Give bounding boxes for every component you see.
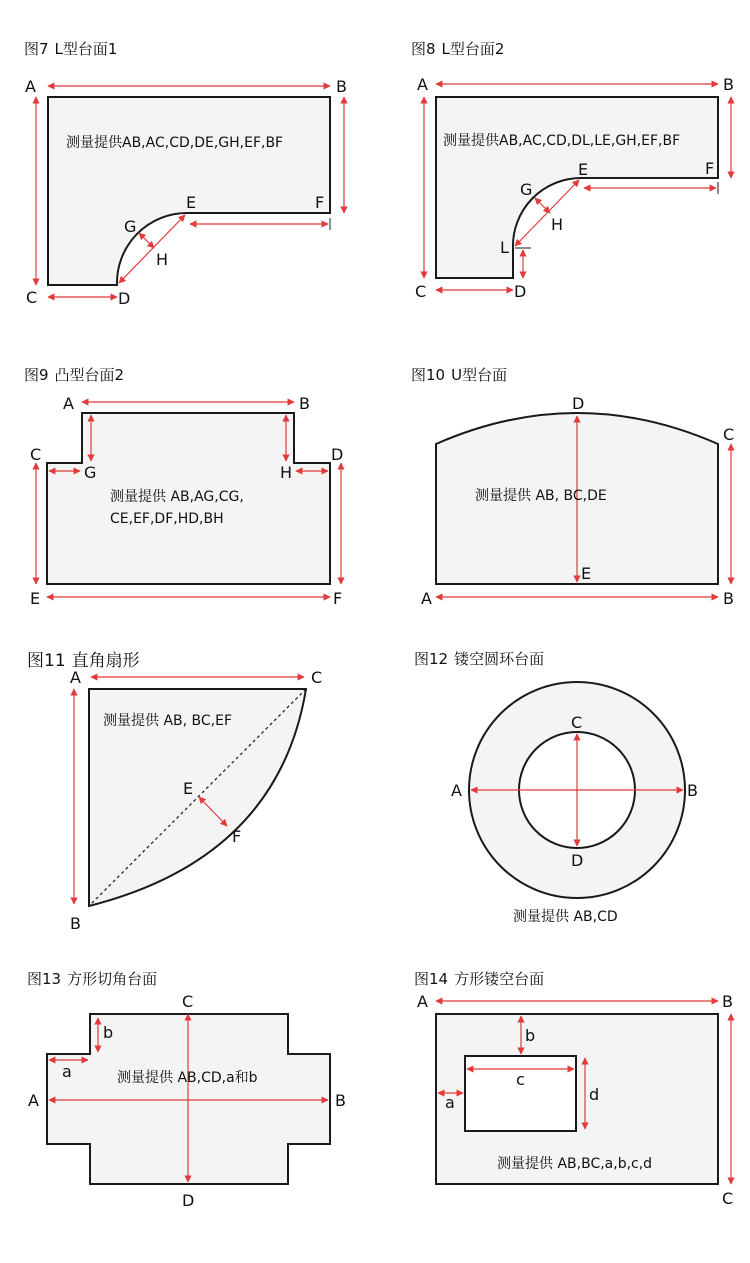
- point-a: A: [28, 1091, 39, 1110]
- point-b: B: [687, 781, 698, 800]
- panel-fig7: [0, 0, 375, 320]
- point-h: H: [551, 215, 564, 234]
- point-d: D: [514, 282, 527, 301]
- panel-fig8: [375, 0, 750, 320]
- fig-number: 图13: [27, 970, 62, 988]
- point-e: E: [578, 160, 589, 179]
- panel-fig11: [0, 620, 375, 940]
- inner-hole: [465, 1056, 576, 1131]
- point-c: C: [311, 668, 323, 687]
- point-c: C: [182, 992, 194, 1011]
- point-a: A: [417, 992, 428, 1011]
- point-g: G: [84, 463, 97, 482]
- point-b: B: [70, 914, 81, 933]
- point-f: F: [705, 159, 715, 178]
- fig-number: 图10: [411, 366, 446, 384]
- point-h: H: [156, 250, 169, 269]
- point-d: D: [118, 289, 131, 308]
- label-c: c: [516, 1070, 525, 1089]
- point-h: H: [280, 463, 293, 482]
- point-b: B: [723, 75, 734, 94]
- fig-name: L型台面1: [54, 40, 118, 58]
- fig-number: 图14: [414, 970, 449, 988]
- measure-note: 测量提供 AB,CD,a和b: [117, 1070, 258, 1086]
- point-c: C: [26, 288, 38, 307]
- point-f: F: [315, 193, 325, 212]
- measure-gh: [535, 198, 550, 213]
- measure-note-line2: CE,EF,DF,HD,BH: [110, 511, 224, 527]
- measure-note: 测量提供 AB,BC,a,b,c,d: [497, 1156, 653, 1172]
- panel-fig10: [375, 320, 750, 620]
- point-a: A: [417, 75, 428, 94]
- point-c: C: [722, 1189, 734, 1208]
- point-c: C: [723, 425, 735, 444]
- measure-note: 测量提供AB,AC,CD,DL,LE,GH,EF,BF: [443, 133, 681, 149]
- panel-fig9: [0, 320, 375, 620]
- panel-fig12: [375, 620, 750, 940]
- fig-number: 图12: [414, 650, 449, 668]
- panel-fig13: [0, 940, 375, 1263]
- point-b: B: [723, 589, 734, 608]
- measure-note: 测量提供 AB, BC,EF: [103, 713, 233, 729]
- diagram-fig13: [0, 940, 375, 1263]
- point-b: B: [722, 992, 733, 1011]
- fig-number: 图9: [24, 366, 49, 384]
- point-d: D: [331, 445, 344, 464]
- point-b: B: [299, 394, 310, 413]
- l-shape-outline: [48, 97, 330, 285]
- fig-name: 镂空圆环台面: [454, 650, 545, 668]
- fig-name: 方形切角台面: [67, 970, 158, 988]
- fig-name: 直角扇形: [71, 651, 140, 671]
- point-c: C: [30, 445, 42, 464]
- point-f: F: [333, 589, 343, 608]
- fig-number: 图11: [27, 651, 66, 671]
- diagram-fig7: [0, 0, 375, 320]
- point-a: A: [421, 589, 432, 608]
- point-e: E: [581, 564, 592, 583]
- measure-note: 测量提供 AB,CD: [513, 909, 618, 925]
- diagram-fig11: [0, 620, 375, 940]
- diagram-fig9: [0, 320, 375, 620]
- measure-note: 测量提供AB,AC,CD,DE,GH,EF,BF: [66, 135, 284, 151]
- point-a: A: [451, 781, 462, 800]
- fig-name: U型台面: [451, 366, 508, 384]
- point-d: D: [572, 394, 585, 413]
- point-a: A: [25, 77, 36, 96]
- point-c: C: [571, 713, 583, 732]
- measure-note: 测量提供 AB, BC,DE: [475, 488, 607, 504]
- measure-note-line1: 测量提供 AB,AG,CG,: [110, 489, 244, 505]
- point-e: E: [183, 779, 194, 798]
- panel-fig14: [375, 940, 750, 1263]
- label-b: b: [525, 1026, 536, 1045]
- point-d: D: [571, 851, 584, 870]
- point-g: G: [124, 217, 137, 236]
- fig-number: 图7: [24, 40, 49, 58]
- diagram-fig14: [375, 940, 750, 1263]
- diagram-fig12: [375, 620, 750, 940]
- fig-name: L型台面2: [441, 40, 505, 58]
- fig-name: 方形镂空台面: [454, 970, 545, 988]
- point-e: E: [30, 589, 41, 608]
- point-d: D: [182, 1191, 195, 1210]
- label-a: a: [445, 1093, 455, 1112]
- diagram-fig10: [375, 320, 750, 620]
- label-a: a: [62, 1062, 72, 1081]
- point-e: E: [186, 193, 197, 212]
- label-b: b: [103, 1023, 114, 1042]
- label-d: d: [589, 1085, 600, 1104]
- point-a: A: [63, 394, 74, 413]
- point-g: G: [520, 180, 533, 199]
- fig-name: 凸型台面2: [54, 366, 125, 384]
- diagram-fig8: [375, 0, 750, 320]
- point-b: B: [336, 77, 347, 96]
- point-l: L: [500, 238, 509, 257]
- fig-number: 图8: [411, 40, 436, 58]
- measure-gh: [139, 233, 154, 248]
- point-a: A: [70, 668, 81, 687]
- point-b: B: [335, 1091, 346, 1110]
- point-f: F: [232, 827, 242, 846]
- point-c: C: [415, 282, 427, 301]
